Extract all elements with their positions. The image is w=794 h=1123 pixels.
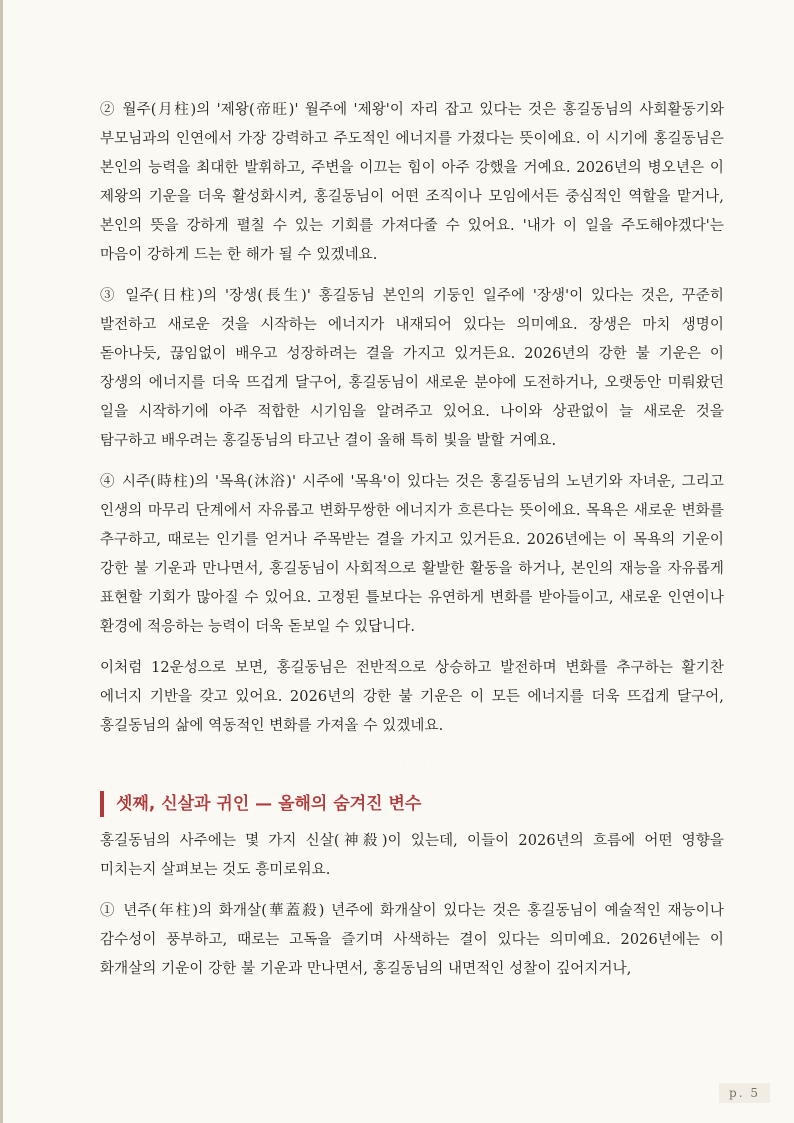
section-divider: ··· <box>382 759 444 768</box>
paragraph-nyeonjoo-hwagaesal: ① 년주(年柱)의 화개살(華蓋殺) 년주에 화개살이 있다는 것은 홍길동님이 예술적인 재능이나 감수성이 풍부하고, 때로는 고독을 즐기며 사색하는 결이 있다는 의미예요. 2026년에는 이 화개살의 기운이 강한 불 기운과 만나면서, 홍길동님의 내면적인 성찰이 깊어지거나, <box>100 903 724 977</box>
paragraph-sijoo-mokyok: ④ 시주(時柱)의 '목욕(沐浴)' 시주에 '목욕'이 있다는 것은 홍길동님의 노년기와 자녀운, 그리고 인생의 마무리 단계에서 자유롭고 변화무쌍한 에너지가 흐른다는 뜻이에요. 목욕은 새로운 변화를 추구하고, 때로는 인기를 얻거나 주목받는 결을 가지고 있거든요. 2026년에는 이 목욕의 기운이 강한 불 기운과 만나면서, 홍길동님이 사회적으로 활발한 활동을 하거나, 본인의 재능을 자유롭게 표현할 기회가 많아질 수 있어요. 고정된 틀보다는 유연하게 변화를 받아들이고, 새로운 인연이나 환경에 적응하는 능력이 더욱 돋보일 수 있답니다. <box>100 474 724 635</box>
paragraph-sinsal-intro: 홍길동님의 사주에는 몇 가지 신살(神殺)이 있는데, 이들이 2026년의 흐름에 어떤 영향을 미치는지 살펴보는 것도 흥미로워요. <box>100 833 724 878</box>
paragraph-summary-12unseong: 이처럼 12운성으로 보면, 홍길동님은 전반적으로 상승하고 발전하며 변화를 추구하는 활기찬 에너지 기반을 갖고 있어요. 2026년의 강한 불 기운은 이 모든 에너지를 더욱 뜨겁게 달구어, 홍길동님의 삶에 역동적인 변화를 가져올 수 있겠네요. <box>100 660 724 734</box>
paragraph-woljoo-jewang: ② 월주(月柱)의 '제왕(帝旺)' 월주에 '제왕'이 자리 잡고 있다는 것은 홍길동님의 사회활동기와 부모님과의 인연에서 가장 강력하고 주도적인 에너지를 가졌다는 뜻이에요. 이 시기에 홍길동님은 본인의 능력을 최대한 발휘하고, 주변을 이끄는 힘이 아주 강했을 거예요. 2026년의 병오년은 이 제왕의 기운을 더욱 활성화시켜, 홍길동님이 어떤 조직이나 모임에서든 중심적인 역할을 맡거나, 본인의 뜻을 강하게 펼칠 수 있는 기회를 가져다줄 수 있어요. '내가 이 일을 주도해야겠다'는 마음이 강하게 드는 한 해가 될 수 있겠네요. <box>100 102 724 263</box>
paragraph-iljoo-jangsaeng: ③ 일주(日柱)의 '장생(長生)' 홍길동님 본인의 기둥인 일주에 '장생'이 있다는 것은, 꾸준히 발전하고 새로운 것을 시작하는 에너지가 내재되어 있다는 의미예요. 장생은 마치 생명이 돋아나듯, 끊임없이 배우고 성장하려는 결을 가지고 있거든요. 2026년의 강한 불 기운은 이 장생의 에너지를 더욱 뜨겁게 달구어, 홍길동님이 새로운 분야에 도전하거나, 오랫동안 미뤄왔던 일을 시작하기에 아주 적합한 시기임을 알려주고 있어요. 나이와 상관없이 늘 새로운 것을 탐구하고 배우려는 홍길동님의 타고난 결이 올해 특히 빛을 발할 거예요. <box>100 288 724 449</box>
page-number: p. 5 <box>719 1083 770 1103</box>
page-content <box>100 96 724 996</box>
section-heading: 셋째, 신살과 귀인 — 올해의 숨겨진 변수 <box>100 791 724 817</box>
page-left-border <box>0 0 3 1123</box>
